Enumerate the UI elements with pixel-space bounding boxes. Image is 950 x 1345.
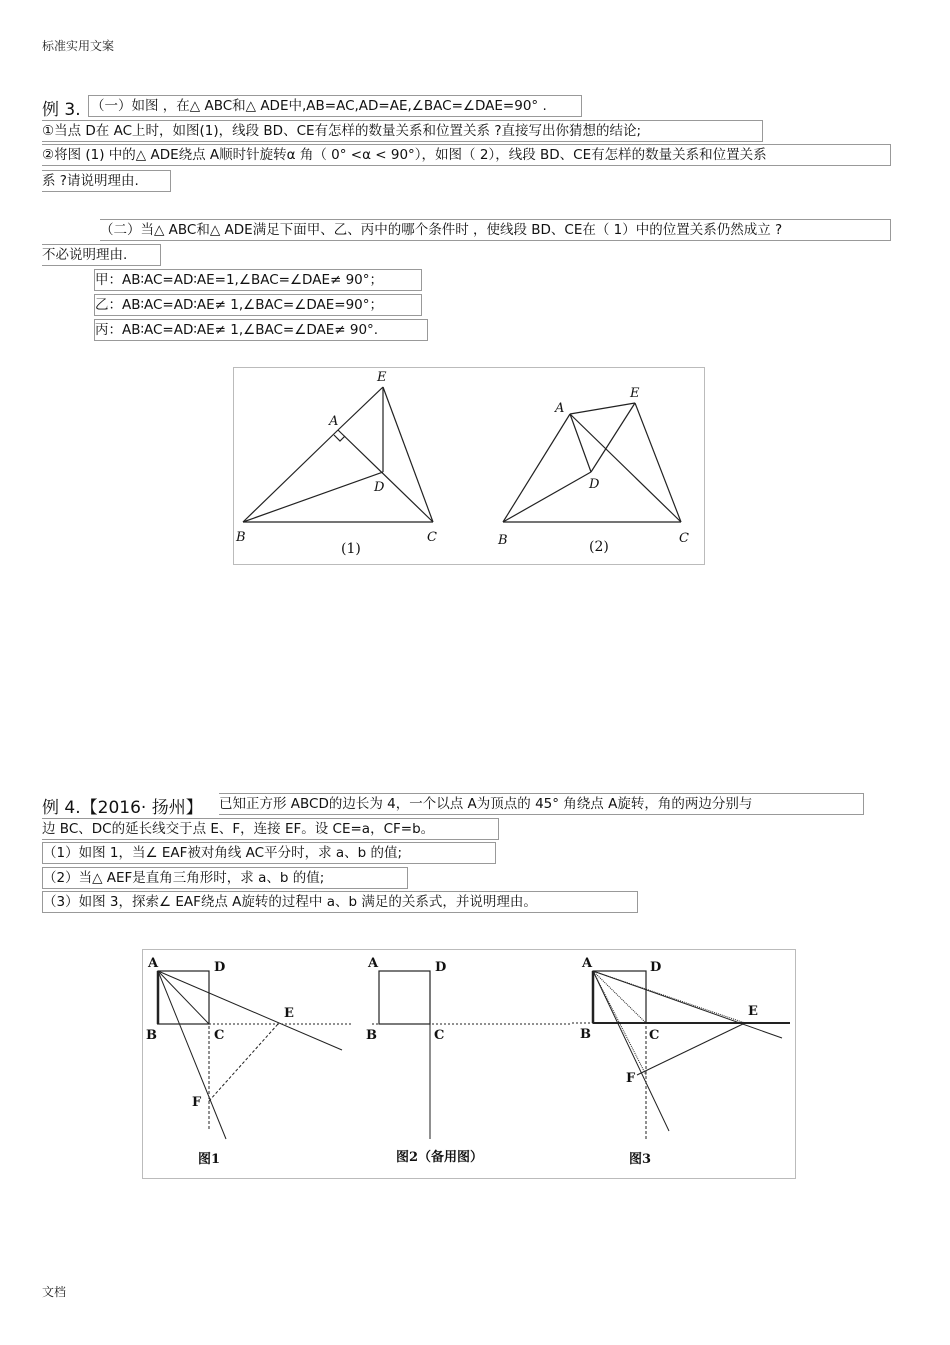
example-3-line-3: ②将图 (1) 中的△ ADE绕点 A顺时针旋转α 角（ 0° <α < 90°），如图（ 2），线段 BD、CE有怎样的数量关系和位置关系 [42,144,891,166]
example-4-figure [142,949,796,1179]
label-B-1: B [236,530,246,545]
example-3-label: 例 3. [42,100,81,120]
figure-2-caption: (2) [589,539,609,555]
label-D-4-1: D [214,960,226,975]
figure-4-3 [572,971,790,1139]
label-A-2: A [555,401,565,416]
label-D-4-3: D [650,960,662,975]
label-D-4-2: D [435,960,447,975]
label-A-1: A [329,414,339,429]
label-E-2: E [630,386,640,401]
label-F-4-3: F [626,1071,636,1086]
question-2: （2）当△ AEF是直角三角形时，求 a、b 的值; [42,867,408,889]
condition-bing: 丙：AB∶AC=AD∶AE≠ 1,∠BAC=∠DAE≠ 90°. [94,319,428,341]
page-header: 标准实用文案 [42,39,115,53]
figure-4-3-caption: 图3 [629,1152,652,1167]
label-C-2: C [679,531,689,546]
label-C-4-2: C [434,1028,445,1043]
label-D-1: D [374,480,385,495]
label-B-4-1: B [146,1028,157,1043]
figure-4-1 [157,971,352,1139]
label-C-1: C [427,530,437,545]
label-A-4-1: A [148,956,159,971]
label-F-4-1: F [192,1095,202,1110]
label-E-1: E [377,370,387,385]
label-E-4-1: E [284,1006,294,1021]
label-A-4-3: A [582,956,593,971]
label-D-2: D [589,477,600,492]
figure-4-2-caption: 图2（备用图） [396,1150,484,1165]
example-3-line-1: （一）如图 ，在△ ABC和△ ADE中,AB=AC,AD=AE,∠BAC=∠DAE=90° . [88,95,582,117]
example-3-figure [233,367,705,565]
label-C-4-1: C [214,1028,225,1043]
example-3-line-2: ①当点 D在 AC上时，如图(1)，线段 BD、CE有怎样的数量关系和位置关系 ?直接写出你猜想的结论; [42,120,763,142]
example-4-line-1: 已知正方形 ABCD的边长为 4，一个以点 A为顶点的 45° 角绕点 A旋转，角的两边分别与 [219,793,864,815]
label-B-4-2: B [366,1028,377,1043]
example-3-line-4: 系 ?请说明理由. [42,170,171,192]
label-A-4-2: A [368,956,379,971]
figure-1-triangles [243,387,433,522]
figure-1-caption: (1) [341,541,361,557]
question-3: （3）如图 3，探索∠ EAF绕点 A旋转的过程中 a、b 满足的关系式，并说明理由。 [42,891,638,913]
figure-4-1-caption: 图1 [198,1152,221,1167]
example-4-line-2: 边 BC、DC的延长线交于点 E、F，连接 EF。设 CE=a，CF=b。 [42,818,499,840]
figure-2-triangles [503,403,681,522]
label-B-4-3: B [580,1027,591,1042]
label-E-4-3: E [748,1004,758,1019]
condition-jia: 甲：AB∶AC=AD∶AE=1,∠BAC=∠DAE≠ 90°； [94,269,422,291]
label-B-2: B [498,533,508,548]
page-footer: 文档 [42,1285,67,1299]
figure-4-2 [372,971,572,1139]
example-4-label: 例 4.【2016· 扬州】 [42,798,203,818]
condition-yi: 乙：AB∶AC=AD∶AE≠ 1,∠BAC=∠DAE=90°； [94,294,422,316]
label-C-4-3: C [649,1028,660,1043]
question-1: （1）如图 1，当∠ EAF被对角线 AC平分时，求 a、b 的值; [42,842,496,864]
example-3-line-6: 不必说明理由. [42,244,161,266]
example-3-line-5: （二）当△ ABC和△ ADE满足下面甲、乙、丙中的哪个条件时 ，使线段 BD、CE在（ 1）中的位置关系仍然成立 ? [100,219,891,241]
